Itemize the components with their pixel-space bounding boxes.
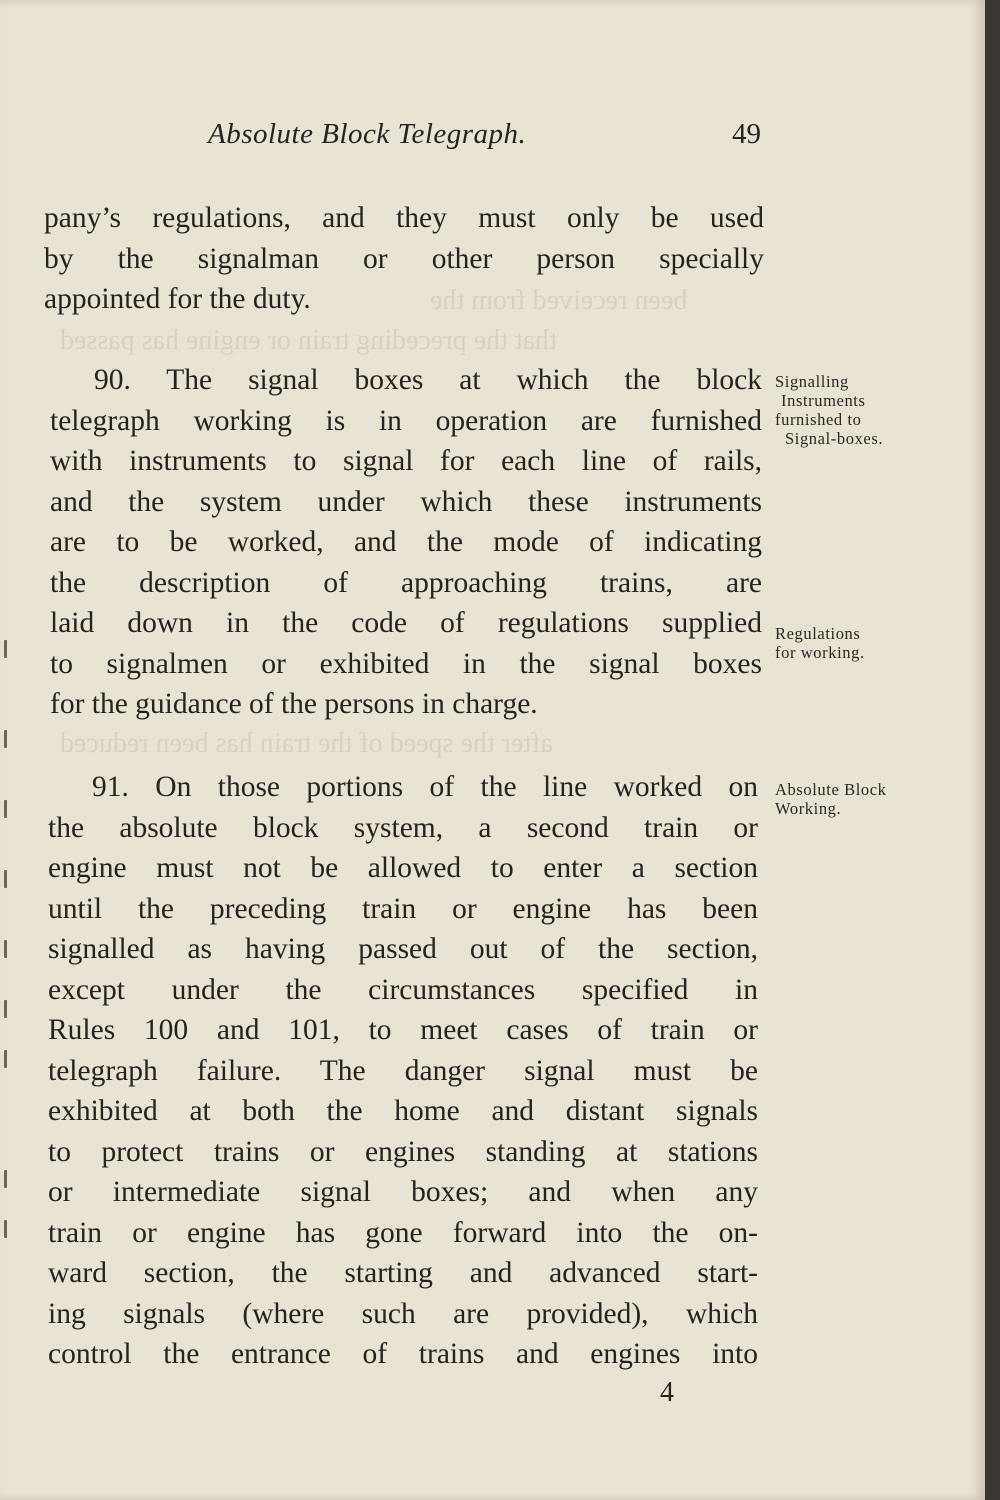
text-line: signalled as having passed out of the section, [48, 933, 758, 965]
sidenote-regulations [775, 624, 865, 662]
sidenote-line: for working. [775, 643, 865, 662]
text-line: laid down in the code of regulations supplied [50, 607, 762, 639]
text-line: for the guidance of the persons in charge. [50, 688, 538, 720]
text-line: train or engine has gone forward into the on- [48, 1216, 758, 1249]
signature-mark: 4 [660, 1377, 674, 1408]
paragraph-90 [50, 360, 762, 725]
paragraph-91 [48, 767, 758, 1375]
text-line: with instruments to signal for each line of rails, [50, 445, 762, 477]
text-line: 91. On those portions of the line worked on [92, 771, 758, 803]
text-line: to protect trains or engines standing at stations [48, 1135, 758, 1168]
text-line: control the entrance of trains and engines into [48, 1338, 758, 1370]
text-line: pany’s regulations, and they must only be used [44, 202, 764, 234]
running-title: Absolute Block Telegraph. [208, 118, 527, 150]
sidenote-line: Instruments [781, 391, 866, 410]
sidenote-absolute-block [775, 780, 887, 818]
page-number: 49 [732, 118, 761, 150]
intro-paragraph [44, 198, 764, 320]
sidenote-line: Working. [775, 799, 842, 818]
text-line: except under the circumstances specified in [48, 973, 758, 1006]
text-line: exhibited at both the home and distant signals [48, 1095, 758, 1127]
sidenote-line: Signalling [775, 372, 849, 391]
text-line: until the preceding train or engine has been [48, 892, 758, 925]
text-line: engine must not be allowed to enter a section [48, 852, 758, 884]
sidenote-line: Regulations [775, 624, 861, 643]
book-page: been received from the that the preceding train or engine has passed after the speed of the train has been reduced Absolute Block Telegraph. 49 pany’s regulations, and they must only be used by the signalman or other person specially appointed for the duty. 90. The signal boxes at which the block telegraph working is in operation are furnished with instruments to signal for each line of rails, and the system under which these instruments are to be worked, and the mode of indicating the description of approaching trains, are laid down in the code of regulations supplied to signalmen or exhibited in the signal boxes for the guidance of the persons in charge. 91. On those portions of the line worked on the absolute block system, a second train or engine must not be allowed to enter a section until the preceding train or engine has been signalled as having passed out of the section, except under the circumstances specified in Rules 100 and 101, to meet cases of train or telegraph failure. The danger signal must be exhibited at both the home and distant signals to protect trains or engines standing at stations or intermediate signal boxes; and when any train or engine has gone forward into the on- ward section, the starting and advanced start- ing signals (where such are provided), which control the entrance of trains and engines into Signalling Instruments furnished to Signal-boxes. Regulations for working. Absolute Block Working. 4 [0, 0, 985, 1500]
text-line: by the signalman or other person specially [44, 242, 764, 275]
text-line: the absolute block system, a second train or [48, 811, 758, 844]
sidenote-signalling-instruments [775, 372, 883, 448]
text-line: telegraph working is in operation are furnished [50, 404, 762, 437]
text-line: 90. The signal boxes at which the block [94, 364, 762, 396]
binding-edge [0, 640, 14, 1240]
running-header [0, 118, 985, 158]
text-line: telegraph failure. The danger signal must be [48, 1054, 758, 1087]
sidenote-line: furnished to [775, 410, 862, 429]
text-line: ing signals (where such are provided), which [48, 1297, 758, 1330]
sidenote-line: Absolute Block [775, 780, 887, 799]
text-line: the description of approaching trains, are [50, 566, 762, 599]
text-line: are to be worked, and the mode of indicating [50, 526, 762, 558]
sidenote-line: Signal-boxes. [785, 429, 884, 448]
text-line: ward section, the starting and advanced start- [48, 1257, 758, 1289]
text-line: and the system under which these instruments [50, 485, 762, 518]
text-line: Rules 100 and 101, to meet cases of train or [48, 1014, 758, 1046]
text-line: appointed for the duty. [44, 283, 311, 315]
text-line: or intermediate signal boxes; and when any [48, 1176, 758, 1208]
text-line: to signalmen or exhibited in the signal boxes [50, 647, 762, 680]
